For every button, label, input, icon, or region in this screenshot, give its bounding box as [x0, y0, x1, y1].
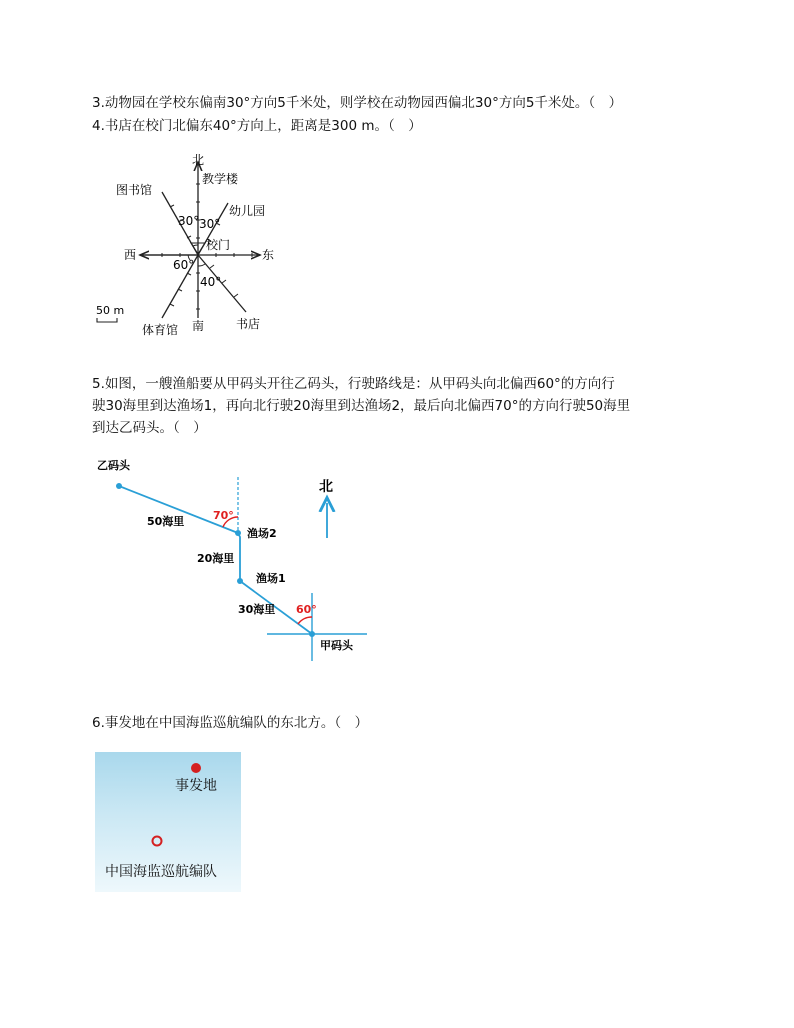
- scale-label: 50 m: [96, 304, 125, 317]
- dock-b-label: 乙码头: [97, 459, 130, 472]
- dist-20-label: 20海里: [197, 552, 235, 565]
- angle-30-right-label: 30°: [199, 217, 221, 231]
- route-segment-20: [238, 533, 240, 581]
- angle-60-label: 60°: [173, 258, 195, 272]
- library-label: 图书馆: [116, 183, 153, 197]
- question-4-text: 4.书店在校门北偏东40°方向上，距离是300 m。（ ）: [92, 118, 422, 134]
- angle-40-label: 40°: [200, 275, 222, 289]
- fishery2-point: [235, 530, 241, 536]
- dock-a-point: [309, 631, 315, 637]
- compass-south-label: 南: [192, 319, 205, 333]
- compass-east-label: 东: [262, 248, 275, 262]
- q4-compass-diagram: [90, 148, 290, 348]
- q6-map-figure: [95, 752, 241, 892]
- dist-30-label: 30海里: [238, 603, 276, 616]
- dock-b-point: [116, 483, 122, 489]
- kindergarten-label: 幼儿园: [229, 204, 266, 218]
- question-5-text: [92, 373, 712, 439]
- fishery1-label: 渔场1: [256, 572, 286, 585]
- question-5-line-1: 5.如图，一艘渔船要从甲码头开往乙码头，行驶路线是：从甲码头向北偏西60°的方向行: [92, 376, 615, 392]
- north-arrow-label: 北: [319, 479, 333, 495]
- gym-label: 体育馆: [142, 323, 179, 337]
- dist-50-label: 50海里: [147, 515, 185, 528]
- scale-bar: [97, 318, 117, 322]
- question-5-line-3: 到达乙码头。（ ）: [92, 420, 207, 436]
- gate-label: 校门: [206, 238, 231, 252]
- compass-north-label: 北: [192, 153, 205, 167]
- fishery1-point: [237, 578, 243, 584]
- fishery2-label: 渔场2: [247, 527, 277, 540]
- dock-a-label: 甲码头: [320, 639, 353, 652]
- fleet-label: 中国海监巡航编队: [105, 864, 217, 880]
- angle-30-left-label: 30°: [178, 214, 200, 228]
- incident-marker: [191, 763, 201, 773]
- fleet-marker: [153, 837, 162, 846]
- angle-70-label: 70°: [213, 509, 234, 522]
- incident-label: 事发地: [175, 778, 217, 794]
- teaching-building-label: 教学楼: [202, 172, 239, 186]
- q5-route-diagram: [95, 455, 385, 665]
- question-5-line-2: 驶30海里到达渔场1，再向北行驶20海里到达渔场2，最后向北偏西70°的方向行驶50海里: [92, 398, 631, 414]
- angle-60-label-q5: 60°: [296, 603, 317, 616]
- bookstore-label: 书店: [236, 317, 261, 331]
- question-6-text: 6.事发地在中国海监巡航编队的东北方。（ ）: [92, 715, 369, 731]
- question-3-text: 3.动物园在学校东偏南30°方向5千米处，则学校在动物园西偏北30°方向5千米处。（ ）: [92, 95, 623, 111]
- compass-west-label: 西: [124, 248, 137, 262]
- angle-60-arc: [298, 617, 312, 624]
